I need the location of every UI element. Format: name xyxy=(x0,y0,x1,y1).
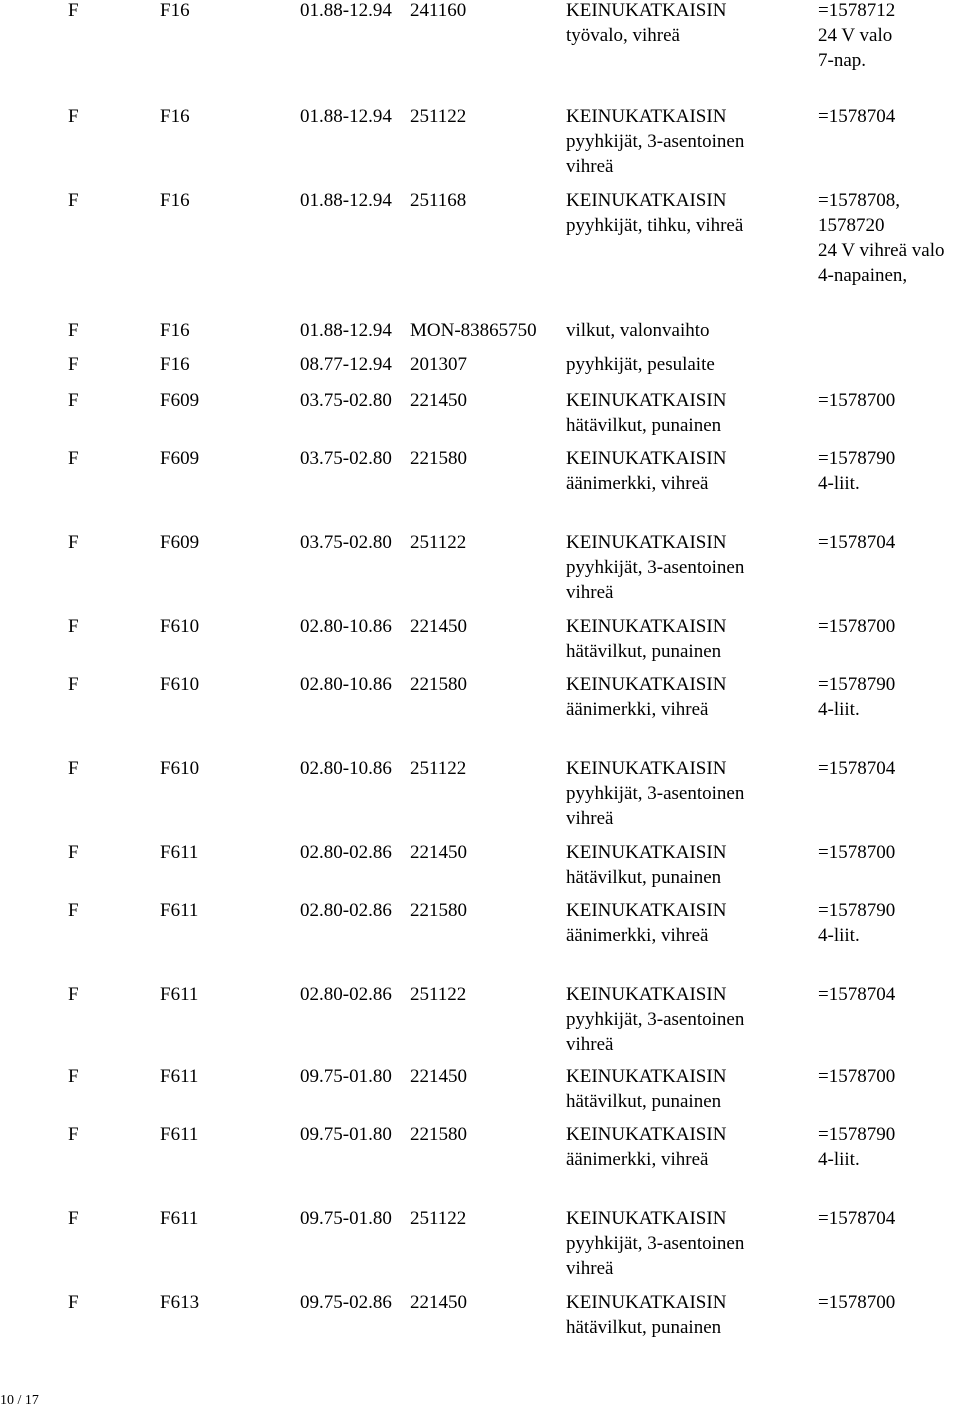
row-part-number: 251168 xyxy=(410,190,467,211)
row-model: F610 xyxy=(160,758,200,779)
reference-line: 4-liit. xyxy=(818,473,860,494)
row-years: 01.88-12.94 xyxy=(300,106,392,127)
row-years: 03.75-02.80 xyxy=(300,390,392,411)
row-description xyxy=(566,318,710,343)
row-brand: F xyxy=(68,448,79,469)
reference-line: 4-liit. xyxy=(818,1149,860,1170)
row-description xyxy=(566,1122,726,1172)
row-description xyxy=(566,104,744,179)
reference-line: 24 V valo xyxy=(818,25,893,46)
description-line: KEINUKATKAISIN xyxy=(566,448,727,469)
row-model: F611 xyxy=(160,1124,199,1145)
description-line: pyyhkijät, 3-asentoinen xyxy=(566,783,745,804)
description-line: KEINUKATKAISIN xyxy=(566,1208,727,1229)
reference-line: =1578708, xyxy=(818,190,900,211)
row-brand: F xyxy=(68,1208,79,1229)
description-line: hätävilkut, punainen xyxy=(566,415,722,436)
description-line: vihreä xyxy=(566,1034,614,1055)
row-model: F610 xyxy=(160,616,200,637)
row-reference xyxy=(818,188,944,288)
row-years: 02.80-10.86 xyxy=(300,674,392,695)
row-description xyxy=(566,1064,726,1114)
row-brand: F xyxy=(68,758,79,779)
reference-line: =1578790 xyxy=(818,448,896,469)
row-part-number: 221580 xyxy=(410,674,467,695)
row-part-number: 221450 xyxy=(410,1292,467,1313)
row-brand: F xyxy=(68,532,79,553)
reference-line: =1578704 xyxy=(818,1208,896,1229)
description-line: KEINUKATKAISIN xyxy=(566,532,727,553)
row-reference xyxy=(818,1290,895,1315)
row-years: 02.80-02.86 xyxy=(300,842,392,863)
reference-line: =1578700 xyxy=(818,1292,896,1313)
reference-line: 4-napainen, xyxy=(818,265,908,286)
description-line: KEINUKATKAISIN xyxy=(566,984,727,1005)
description-line: hätävilkut, punainen xyxy=(566,1317,722,1338)
row-brand: F xyxy=(68,842,79,863)
row-brand: F xyxy=(68,900,79,921)
reference-line: =1578790 xyxy=(818,674,896,695)
row-brand: F xyxy=(68,674,79,695)
description-line: pyyhkijät, 3-asentoinen xyxy=(566,1233,745,1254)
row-years: 09.75-01.80 xyxy=(300,1208,392,1229)
row-description xyxy=(566,756,744,831)
description-line: hätävilkut, punainen xyxy=(566,641,722,662)
description-line: äänimerkki, vihreä xyxy=(566,699,709,720)
row-description xyxy=(566,188,743,238)
row-brand: F xyxy=(68,616,79,637)
row-brand: F xyxy=(68,320,79,341)
reference-line: =1578700 xyxy=(818,390,896,411)
row-description xyxy=(566,614,726,664)
row-description xyxy=(566,530,744,605)
row-years: 01.88-12.94 xyxy=(300,190,392,211)
reference-line: =1578700 xyxy=(818,1066,896,1087)
reference-line: =1578700 xyxy=(818,616,896,637)
row-description xyxy=(566,388,726,438)
row-brand: F xyxy=(68,1066,79,1087)
row-part-number: 241160 xyxy=(410,0,467,21)
row-years: 09.75-01.80 xyxy=(300,1124,392,1145)
description-line: KEINUKATKAISIN xyxy=(566,1292,727,1313)
reference-line: 4-liit. xyxy=(818,699,860,720)
description-line: vihreä xyxy=(566,156,614,177)
row-reference xyxy=(818,840,895,865)
row-part-number: 251122 xyxy=(410,1208,467,1229)
row-part-number: 221450 xyxy=(410,390,467,411)
row-brand: F xyxy=(68,190,79,211)
reference-line: =1578790 xyxy=(818,900,896,921)
row-part-number: 201307 xyxy=(410,354,467,375)
row-reference xyxy=(818,0,895,73)
row-reference xyxy=(818,530,895,555)
description-line: pyyhkijät, 3-asentoinen xyxy=(566,131,745,152)
row-reference xyxy=(818,388,895,413)
row-reference xyxy=(818,446,895,496)
row-reference xyxy=(818,1206,895,1231)
description-line: hätävilkut, punainen xyxy=(566,1091,722,1112)
row-model: F16 xyxy=(160,0,190,21)
row-part-number: 221450 xyxy=(410,842,467,863)
reference-line: 4-liit. xyxy=(818,925,860,946)
description-line: KEINUKATKAISIN xyxy=(566,190,727,211)
reference-line: =1578712 xyxy=(818,0,896,21)
row-model: F609 xyxy=(160,532,200,553)
row-description xyxy=(566,982,744,1057)
row-model: F611 xyxy=(160,1208,199,1229)
description-line: hätävilkut, punainen xyxy=(566,867,722,888)
description-line: pyyhkijät, 3-asentoinen xyxy=(566,557,745,578)
row-brand: F xyxy=(68,354,79,375)
row-part-number: 221450 xyxy=(410,1066,467,1087)
row-years: 01.88-12.94 xyxy=(300,0,392,21)
row-years: 09.75-02.86 xyxy=(300,1292,392,1313)
description-line: KEINUKATKAISIN xyxy=(566,0,727,21)
reference-line: 7-nap. xyxy=(818,50,867,71)
reference-line: 1578720 xyxy=(818,215,885,236)
row-part-number: 221580 xyxy=(410,1124,467,1145)
row-reference xyxy=(818,672,895,722)
row-model: F610 xyxy=(160,674,200,695)
description-line: KEINUKATKAISIN xyxy=(566,1066,727,1087)
row-reference xyxy=(818,982,895,1007)
row-part-number: 251122 xyxy=(410,106,467,127)
description-line: pyyhkijät, pesulaite xyxy=(566,354,715,375)
row-description xyxy=(566,352,715,377)
row-brand: F xyxy=(68,390,79,411)
description-line: työvalo, vihreä xyxy=(566,25,680,46)
row-years: 03.75-02.80 xyxy=(300,532,392,553)
description-line: KEINUKATKAISIN xyxy=(566,900,727,921)
row-model: F609 xyxy=(160,390,200,411)
row-part-number: 221580 xyxy=(410,900,467,921)
row-description xyxy=(566,840,726,890)
row-part-number: 251122 xyxy=(410,984,467,1005)
description-line: äänimerkki, vihreä xyxy=(566,925,709,946)
row-model: F16 xyxy=(160,320,190,341)
page-number: 10 / 17 xyxy=(0,1393,39,1408)
row-description xyxy=(566,1206,744,1281)
row-part-number: 221450 xyxy=(410,616,467,637)
row-model: F16 xyxy=(160,190,190,211)
row-reference xyxy=(818,756,895,781)
reference-line: =1578704 xyxy=(818,758,896,779)
row-years: 02.80-10.86 xyxy=(300,758,392,779)
reference-line: =1578700 xyxy=(818,842,896,863)
row-model: F611 xyxy=(160,984,199,1005)
row-years: 01.88-12.94 xyxy=(300,320,392,341)
description-line: KEINUKATKAISIN xyxy=(566,842,727,863)
row-years: 02.80-02.86 xyxy=(300,900,392,921)
row-model: F613 xyxy=(160,1292,200,1313)
row-years: 03.75-02.80 xyxy=(300,448,392,469)
row-part-number: MON-83865750 xyxy=(410,320,537,341)
description-line: KEINUKATKAISIN xyxy=(566,674,727,695)
row-brand: F xyxy=(68,984,79,1005)
row-brand: F xyxy=(68,0,79,21)
reference-line: =1578704 xyxy=(818,984,896,1005)
reference-line: =1578704 xyxy=(818,532,896,553)
description-line: KEINUKATKAISIN xyxy=(566,1124,727,1145)
row-model: F611 xyxy=(160,900,199,921)
row-model: F611 xyxy=(160,1066,199,1087)
description-line: äänimerkki, vihreä xyxy=(566,1149,709,1170)
description-line: pyyhkijät, tihku, vihreä xyxy=(566,215,744,236)
description-line: KEINUKATKAISIN xyxy=(566,758,727,779)
row-part-number: 251122 xyxy=(410,758,467,779)
row-description xyxy=(566,446,726,496)
description-line: vilkut, valonvaihto xyxy=(566,320,710,341)
description-line: pyyhkijät, 3-asentoinen xyxy=(566,1009,745,1030)
row-part-number: 251122 xyxy=(410,532,467,553)
row-model: F16 xyxy=(160,354,190,375)
row-model: F16 xyxy=(160,106,190,127)
row-description xyxy=(566,672,726,722)
row-years: 08.77-12.94 xyxy=(300,354,392,375)
reference-line: =1578704 xyxy=(818,106,896,127)
description-line: KEINUKATKAISIN xyxy=(566,390,727,411)
row-brand: F xyxy=(68,1292,79,1313)
row-description xyxy=(566,0,726,48)
description-line: KEINUKATKAISIN xyxy=(566,106,727,127)
row-description xyxy=(566,1290,726,1340)
row-years: 09.75-01.80 xyxy=(300,1066,392,1087)
description-line: vihreä xyxy=(566,1258,614,1279)
row-years: 02.80-02.86 xyxy=(300,984,392,1005)
description-line: vihreä xyxy=(566,808,614,829)
description-line: KEINUKATKAISIN xyxy=(566,616,727,637)
row-brand: F xyxy=(68,106,79,127)
description-line: äänimerkki, vihreä xyxy=(566,473,709,494)
row-description xyxy=(566,898,726,948)
row-brand: F xyxy=(68,1124,79,1145)
reference-line: =1578790 xyxy=(818,1124,896,1145)
row-model: F609 xyxy=(160,448,200,469)
row-model: F611 xyxy=(160,842,199,863)
reference-line: 24 V vihreä valo xyxy=(818,240,945,261)
row-years: 02.80-10.86 xyxy=(300,616,392,637)
row-reference xyxy=(818,104,895,129)
row-part-number: 221580 xyxy=(410,448,467,469)
description-line: vihreä xyxy=(566,582,614,603)
row-reference xyxy=(818,614,895,639)
row-reference xyxy=(818,1064,895,1089)
row-reference xyxy=(818,898,895,948)
row-reference xyxy=(818,1122,895,1172)
